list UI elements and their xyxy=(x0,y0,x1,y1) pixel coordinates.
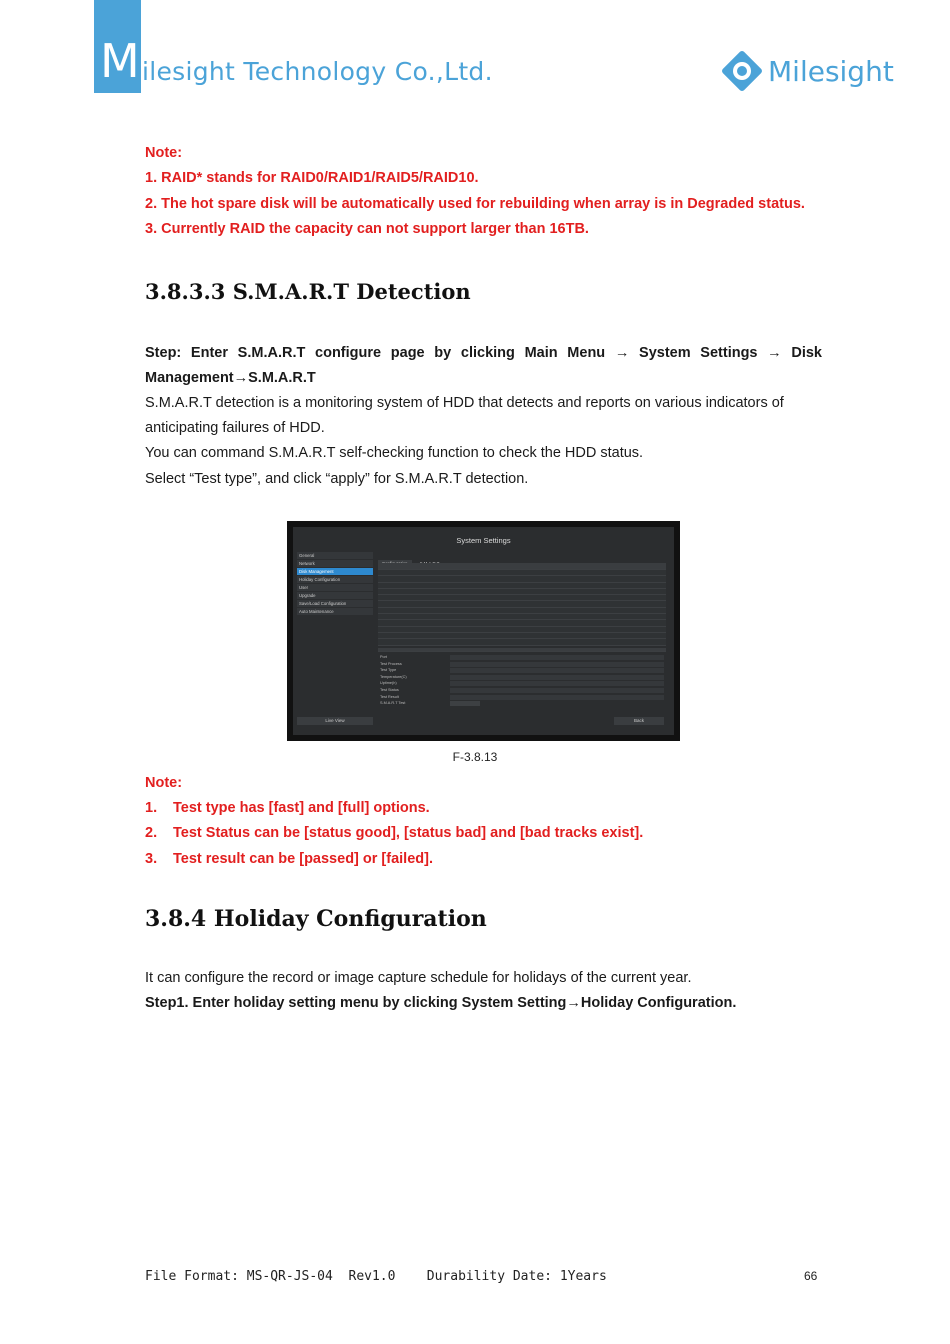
screenshot-sidebar-item: Auto Maintenance xyxy=(297,608,373,615)
screenshot-form-label: Test Process xyxy=(380,661,402,666)
screenshot-form-value xyxy=(450,668,664,673)
paragraph: It can configure the record or image capture schedule for holidays of the current year. xyxy=(145,970,692,986)
note-item xyxy=(145,825,822,845)
screenshot-form-row xyxy=(378,675,666,680)
header-logo-letter: M xyxy=(100,34,140,88)
screenshot-form-label: Test Status xyxy=(380,688,399,692)
screenshot-form-label: S.M.A.R.T Test xyxy=(380,701,406,706)
screenshot-tabs xyxy=(378,552,447,560)
screenshot-sidebar xyxy=(297,552,373,616)
note-label: Note: xyxy=(145,145,183,161)
step-instruction: Step1. Enter holiday setting menu by clicking System Setting→Holiday Configuration. xyxy=(145,995,737,1011)
screenshot-back-button: Back xyxy=(614,717,664,725)
screenshot-attribute-table xyxy=(378,563,666,646)
smart-settings-screenshot xyxy=(287,521,680,741)
screenshot-sidebar-item: User xyxy=(297,584,373,591)
section-heading-smart: 3.8.3.3 S.M.A.R.T Detection xyxy=(145,279,471,304)
screenshot-form-label: Test Type xyxy=(380,668,397,673)
screenshot-form-row xyxy=(378,662,666,667)
note-item-number: 3. xyxy=(145,851,158,867)
screenshot-form-row xyxy=(378,668,666,673)
screenshot-scrollbar xyxy=(378,648,666,651)
screenshot-form-label: Uptime(h) xyxy=(380,681,397,686)
note-item-number: 1. xyxy=(145,800,158,816)
paragraph: You can command S.M.A.R.T self-checking function to check the HDD status. xyxy=(145,445,644,461)
milesight-logo-text: Milesight xyxy=(768,55,894,88)
screenshot-sidebar-item: Disk Management xyxy=(297,568,373,575)
footer-file-format: File Format: MS-QR-JS-04 Rev1.0 Durability Date: 1Years xyxy=(145,1269,607,1284)
screenshot-form-row xyxy=(378,688,666,693)
screenshot-form-row xyxy=(378,695,666,700)
screenshot-form-value xyxy=(450,701,480,706)
screenshot-live-view-button: Live View xyxy=(297,717,373,725)
milesight-logo-icon xyxy=(720,49,764,93)
screenshot-sidebar-item: Network xyxy=(297,560,373,567)
note-item: 1. RAID* stands for RAID0/RAID1/RAID5/RAID10. xyxy=(145,170,479,186)
screenshot-form-row xyxy=(378,681,666,686)
screenshot-form-label: Temperature(C) xyxy=(380,674,407,679)
section-heading-holiday: 3.8.4 Holiday Configuration xyxy=(145,906,487,932)
paragraph: Select “Test type”, and click “apply” for S.M.A.R.T detection. xyxy=(145,471,529,487)
screenshot-form-label: Port xyxy=(380,655,387,659)
screenshot-form-label: Test Result xyxy=(380,694,399,699)
note-item xyxy=(145,800,822,820)
screenshot-table-header xyxy=(378,563,666,570)
note-item-text: Test Status can be [status good], [status bad] and [bad tracks exist]. xyxy=(173,825,644,841)
note-label: Note: xyxy=(145,775,183,791)
screenshot-sidebar-item: Holiday Configuration xyxy=(297,576,373,583)
screenshot-form-value xyxy=(450,655,664,660)
header-company-name: ilesight Technology Co.,Ltd. xyxy=(142,57,493,86)
step-instruction-cont: Management→S.M.A.R.T xyxy=(145,370,316,386)
screenshot-sidebar-item: Save/Load Configuration xyxy=(297,600,373,607)
note-item: 3. Currently RAID the capacity can not support larger than 16TB. xyxy=(145,221,589,237)
screenshot-title: System Settings xyxy=(456,536,511,545)
note-item-text: Test type has [fast] and [full] options. xyxy=(173,800,430,816)
paragraph: S.M.A.R.T detection is a monitoring system of HDD that detects and reports on various indicators of anticipating failures of HDD. xyxy=(145,395,784,436)
note-item-text: Test result can be [passed] or [failed]. xyxy=(173,851,433,867)
note-item-number: 2. xyxy=(145,825,158,841)
screenshot-form-row xyxy=(378,655,666,660)
page-number: 66 xyxy=(804,1269,818,1283)
figure-caption: F-3.8.13 xyxy=(452,750,498,764)
screenshot-form-value xyxy=(450,675,664,680)
screenshot-sidebar-item: Upgrade xyxy=(297,592,373,599)
screenshot-form-value xyxy=(450,695,664,700)
step-instruction: Step: Enter S.M.A.R.T configure page by clicking Main Menu → System Settings → Disk xyxy=(145,345,822,361)
note-item xyxy=(145,851,822,871)
screenshot-form-value xyxy=(450,688,664,693)
screenshot-form-row xyxy=(378,701,666,706)
screenshot-sidebar-item: General xyxy=(297,552,373,559)
screenshot-form-value xyxy=(450,662,664,667)
screenshot-form-value xyxy=(450,681,664,686)
note-item: 2. The hot spare disk will be automatically used for rebuilding when array is in Degraded status. xyxy=(145,196,805,212)
